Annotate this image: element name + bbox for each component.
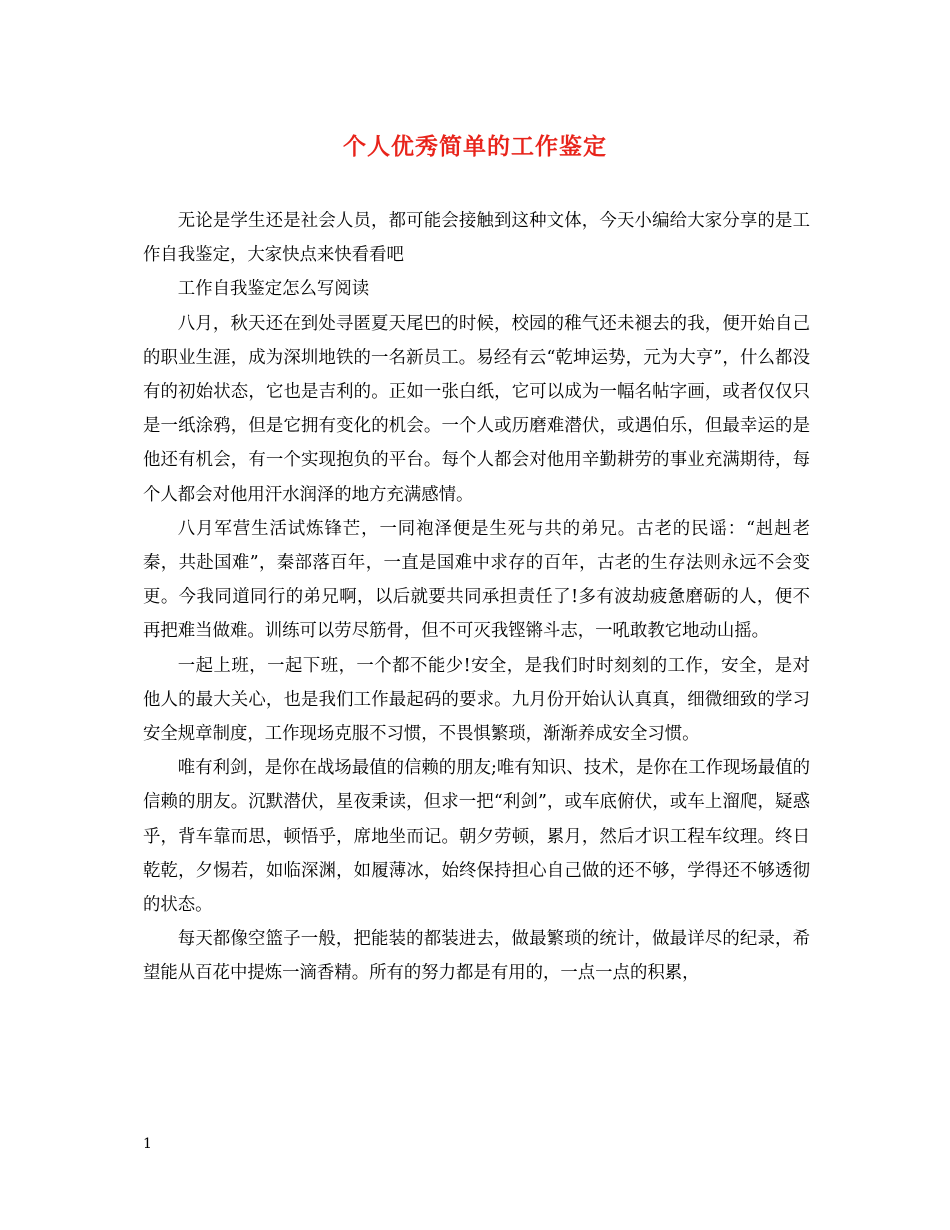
- page-number: 1: [143, 1136, 152, 1152]
- paragraph-daily-effort: 每天都像空篮子一般，把能装的都装进去，做最繁琐的统计，做最详尽的纪录，希望能从百花中提炼一滴香精。所有的努力都是有用的，一点一点的积累，: [143, 929, 810, 984]
- paragraph-august-start: 八月，秋天还在到处寻匿夏天尾巴的时候，校园的稚气还未褪去的我，便开始自己的职业生涯，成为深圳地铁的一名新员工。易经有云“乾坤运势，元为大亨”，什么都没有的初始状态，它也是吉利的。正如一张白纸，它可以成为一幅名帖字画，或者仅仅只是一纸涂鸦，但是它拥有变化的机会。一个人或历磨难潜伏，或遇伯乐，但最幸运的是他还有机会，有一个实现抱负的平台。每个人都会对他用辛勤耕劳的事业充满期待，每个人都会对他用汗水润泽的地方充满感情。: [143, 313, 810, 505]
- paragraph-safety: 一起上班，一起下班，一个都不能少!安全，是我们时时刻刻的工作，安全，是对他人的最大关心，也是我们工作最起码的要求。九月份开始认认真真，细微细致的学习安全规章制度，工作现场克服不习惯，不畏惧繁琐，渐渐养成安全习惯。: [143, 655, 810, 745]
- paragraph-military-training: 八月军营生活试炼锋芒，一同袍泽便是生死与共的弟兄。古老的民谣：“赳赳老秦，共赴国难”，秦部落百年，一直是国难中求存的百年，古老的生存法则永远不会变更。今我同道同行的弟兄啊，以后就要共同承担责任了!多有波劫疲惫磨砺的人，便不再把难当做难。训练可以劳尽筋骨，但不可灭我铿锵斗志，一吼敢教它地动山摇。: [143, 518, 810, 642]
- document-body: [143, 204, 810, 991]
- paragraph-knowledge: 唯有利剑，是你在战场最值的信赖的朋友;唯有知识、技术，是你在工作现场最值的信赖的朋友。沉默潜伏，星夜秉读，但求一把“利剑”，或车底俯伏，或车上溜爬，疑惑乎，背车靠而思，顿悟乎，席地坐而记。朝夕劳顿，累月，然后才识工程车纹理。终日乾乾，夕惕若，如临深渊，如履薄冰，始终保持担心自己做的还不够，学得还不够透彻的状态。: [143, 758, 810, 916]
- paragraph-intro: 无论是学生还是社会人员，都可能会接触到这种文体，今天小编给大家分享的是工作自我鉴定，大家快点来快看看吧: [143, 211, 810, 266]
- document-title: 个人优秀简单的工作鉴定: [343, 133, 607, 160]
- paragraph-subheading: 工作自我鉴定怎么写阅读: [177, 279, 370, 300]
